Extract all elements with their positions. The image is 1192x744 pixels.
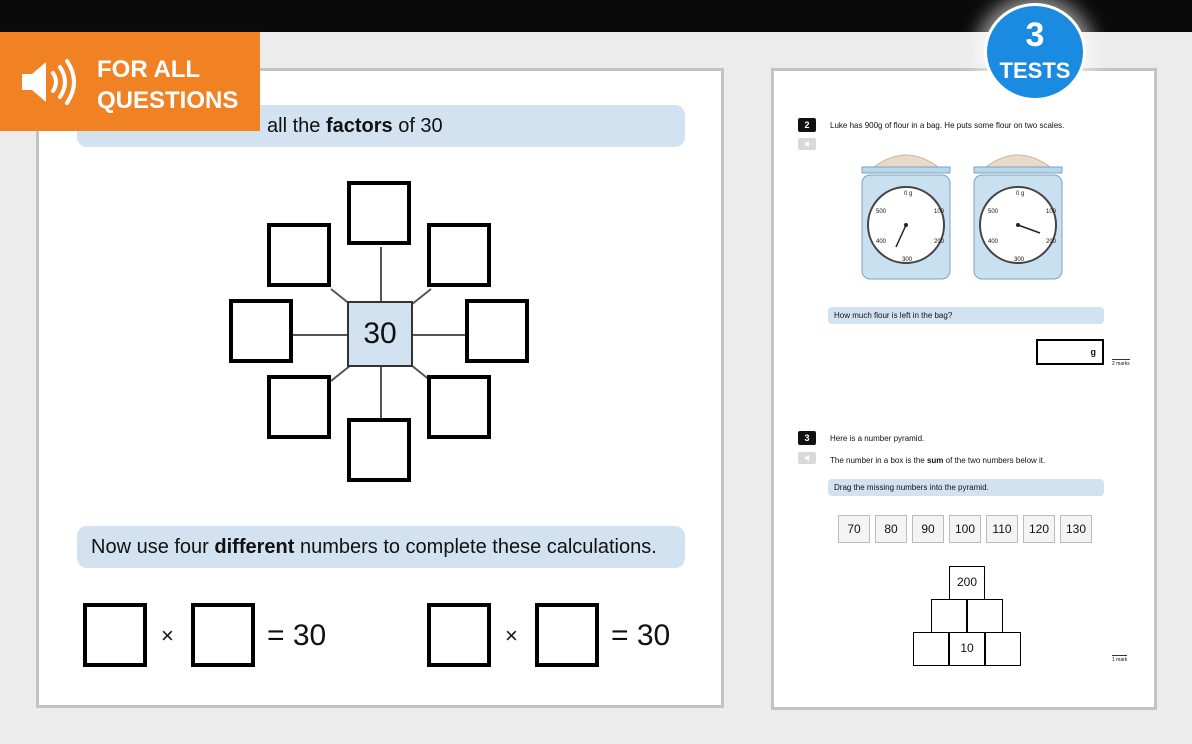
q3-line2-pre: The number in a box is the [830, 456, 927, 465]
calc1-equals: = 30 [267, 619, 327, 652]
audio-label-line2: QUESTIONS [97, 87, 239, 114]
tests-count-badge [984, 3, 1086, 101]
factor-box-bottom[interactable] [347, 418, 411, 482]
right-scale-label-0: 0 g [1016, 191, 1025, 197]
draggable-tile[interactable]: 80 [875, 515, 907, 543]
left-scale-label-400: 400 [876, 239, 887, 245]
calculations-prompt-pre: Now use four [91, 536, 215, 558]
center-number: 30 [347, 301, 413, 367]
right-scale-label-300: 300 [1014, 257, 1025, 263]
audio-label [97, 54, 238, 116]
factors-prompt-pre: all the [267, 115, 326, 137]
q3-line1: Here is a number pyramid. [830, 434, 925, 443]
calculations-prompt [77, 526, 685, 568]
draggable-tile[interactable]: 70 [838, 515, 870, 543]
draggable-tile[interactable]: 90 [912, 515, 944, 543]
q2-answer-box[interactable]: g [1036, 339, 1104, 365]
right-scale-label-400: 400 [988, 239, 999, 245]
factor-box-bottom-right[interactable] [427, 375, 491, 439]
right-scale-label-100: 100 [1046, 209, 1057, 215]
right-question-page [771, 68, 1157, 710]
right-scale-label-500: 500 [988, 209, 999, 215]
factor-box-right[interactable] [465, 299, 529, 363]
q3-number: 3 [798, 431, 816, 445]
left-scale-label-100: 100 [934, 209, 945, 215]
left-scale-label-300: 300 [902, 257, 913, 263]
calc1-box-b[interactable] [191, 603, 255, 667]
calc2-equals: = 30 [611, 619, 671, 652]
q2-audio-button[interactable] [798, 138, 816, 150]
tests-count: 3 [1025, 16, 1045, 54]
calc1-box-a[interactable] [83, 603, 147, 667]
q3-line2 [830, 456, 1045, 465]
calc2-box-a[interactable] [427, 603, 491, 667]
q3-line2-post: of the two numbers below it. [943, 456, 1046, 465]
scales-illustration [856, 145, 1086, 285]
q2-number: 2 [798, 118, 816, 132]
q3-marks: 1 mark [1112, 657, 1128, 663]
left-scale-label-0: 0 g [904, 191, 913, 197]
q3-instruction-bar: Drag the missing numbers into the pyramid. [828, 479, 1104, 496]
q3-line2-bold: sum [926, 456, 944, 465]
q2-question-bar: How much flour is left in the bag? [828, 307, 1104, 324]
factor-box-top-right[interactable] [427, 223, 491, 287]
factor-box-left[interactable] [229, 299, 293, 363]
draggable-tile[interactable]: 110 [986, 515, 1018, 543]
left-scale-label-200: 200 [934, 239, 945, 245]
factors-prompt-post: of 30 [392, 115, 443, 137]
draggable-tile[interactable]: 100 [949, 515, 981, 543]
right-scale-label-200: 200 [1046, 239, 1057, 245]
factor-box-top-left[interactable] [267, 223, 331, 287]
audio-label-line1: FOR ALL [97, 56, 201, 83]
calc2-box-b[interactable] [535, 603, 599, 667]
left-scale-label-500: 500 [876, 209, 887, 215]
pyramid-bottom-middle: 10 [949, 632, 985, 666]
pyramid-top: 200 [949, 566, 985, 600]
draggable-tile[interactable]: 130 [1060, 515, 1092, 543]
pyramid-middle-left[interactable] [931, 599, 967, 633]
speaker-icon [20, 58, 78, 106]
q2-text: Luke has 900g of flour in a bag. He puts some flour on two scales. [830, 121, 1065, 130]
tests-label: TESTS [999, 58, 1071, 83]
calculations-prompt-post: numbers to complete these calculations. [294, 536, 657, 558]
calc1-times: × [161, 623, 174, 648]
pyramid-bottom-left[interactable] [913, 632, 949, 666]
left-question-page [36, 68, 724, 708]
pyramid-middle-right[interactable] [967, 599, 1003, 633]
q2-marks: 2 marks [1112, 361, 1130, 367]
q3-audio-button[interactable] [798, 452, 816, 464]
factor-box-top[interactable] [347, 181, 411, 245]
factor-box-bottom-left[interactable] [267, 375, 331, 439]
calculations-prompt-bold: different [214, 536, 295, 558]
factors-prompt-bold: factors [325, 115, 393, 137]
pyramid-bottom-right[interactable] [985, 632, 1021, 666]
calc2-times: × [505, 623, 518, 648]
audio-for-all-questions-button[interactable] [0, 32, 260, 131]
draggable-tile[interactable]: 120 [1023, 515, 1055, 543]
